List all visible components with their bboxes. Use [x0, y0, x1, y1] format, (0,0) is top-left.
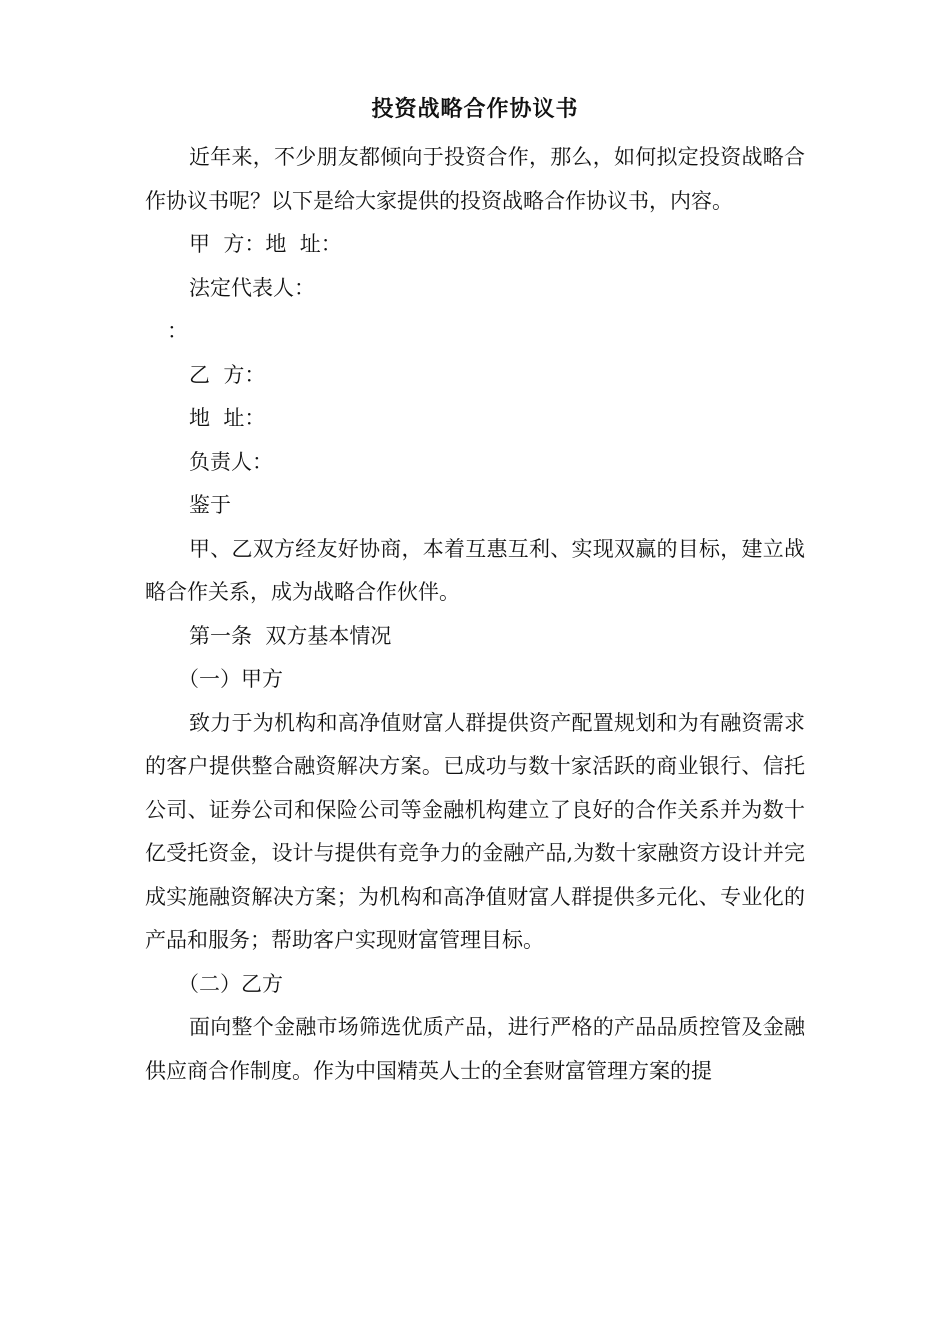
whereas-paragraph: 甲、乙双方经友好协商，本着互惠互利、实现双赢的目标，建立战略合作关系，成为战略合作伙伴。: [145, 536, 805, 604]
section-b-paragraph: 面向整个金融市场筛选优质产品，进行严格的产品品质控管及金融供应商合作制度。作为中国精英人士的全套财富管理方案的提: [145, 1015, 805, 1083]
document-title: 投资战略合作协议书: [371, 96, 579, 122]
article-one-heading: 第一条 双方基本情况: [189, 623, 392, 648]
legal-representative-line: 法定代表人：: [189, 275, 315, 300]
party-b-line: 乙 方：: [189, 362, 266, 387]
person-in-charge-line: 负责人：: [189, 449, 273, 474]
section-a-heading: （一）甲方: [178, 667, 283, 691]
intro-paragraph: 近年来，不少朋友都倾向于投资合作，那么，如何拟定投资战略合作协议书呢？以下是给大家提供的投资战略合作协议书，内容。: [145, 145, 805, 213]
whereas-line: 鉴于: [189, 493, 231, 517]
section-b-heading: （二）乙方: [178, 971, 283, 996]
document-body: [145, 136, 805, 1093]
colon-line: ：: [167, 319, 188, 343]
section-a-paragraph: 致力于为机构和高净值财富人群提供资产配置规划和为有融资需求的客户提供整合融资解决方案。已成功与数十家活跃的商业银行、信托公司、证券公司和保险公司等金融机构建立了良好的合作关系并为数十亿受托资金，设计与提供有竞争力的金融产品,为数十家融资方设计并完成实施融资解决方案；为机构和高净值财富人群提供多元化、专业化的产品和服务；帮助客户实现财富管理目标。: [145, 710, 805, 952]
address-line: 地 址：: [189, 406, 266, 430]
party-a-address-line: 甲 方：地 址：: [189, 232, 342, 256]
